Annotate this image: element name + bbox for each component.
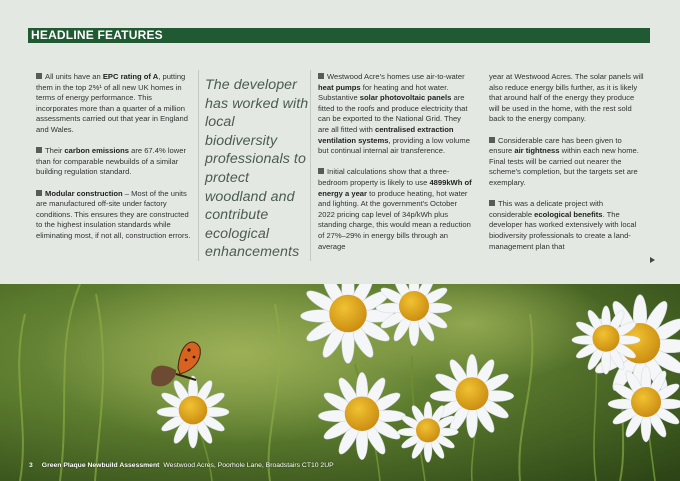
page-footer: [29, 462, 334, 469]
bold-text: air tightness: [514, 146, 560, 156]
meadow-illustration: [0, 284, 680, 481]
bold-text: ecological benefits: [534, 209, 603, 219]
column-divider: [198, 70, 199, 261]
square-bullet-icon: [318, 168, 324, 174]
text: – Most of the units are manufactured off-site under factory conditions. This ensures they are constructed to the highest insulation standards while eliminating most, if not all, construction errors.: [36, 188, 191, 240]
bold-text: Modular construction: [45, 188, 123, 198]
paragraph-energy-use: [318, 167, 473, 252]
text: . The developer has worked extensively with local biodiversity professionals to create a land-management plan that: [489, 209, 637, 251]
bold-text: carbon emissions: [64, 146, 129, 156]
square-bullet-icon: [36, 190, 42, 196]
text: , providing a low volume but continual internal air transference.: [318, 135, 470, 156]
footer-address: Westwood Acres, Poorhole Lane, Broadstairs CT10 2UP: [163, 462, 334, 469]
text: , putting them in the top 2%¹ of all new UK homes in terms of energy performance. This incorporates more than a quarter of a million assessments carried out that year in England and Wales.: [36, 72, 188, 134]
square-bullet-icon: [489, 200, 495, 206]
text: All units have an: [45, 72, 103, 81]
square-bullet-icon: [489, 137, 495, 143]
page-number: 3: [29, 462, 33, 469]
next-page-arrow-icon[interactable]: [650, 257, 655, 263]
bold-text: heat pumps: [318, 82, 361, 92]
square-bullet-icon: [36, 147, 42, 153]
text: Westwood Acre's homes use air-to-water: [327, 72, 465, 81]
text: Their: [45, 146, 65, 156]
paragraph-heat-pumps: [318, 72, 473, 157]
paragraph-epc-rating: [36, 72, 192, 136]
headline-bar: [28, 28, 650, 43]
bold-text: EPC rating of A: [102, 72, 159, 81]
pull-quote: The developer has worked with local biodiversity professionals to protect woodland and contribute ecological enhancements: [205, 77, 309, 261]
section-heading: HEADLINE FEATURES: [31, 28, 163, 42]
paragraph-ecological-benefits: [489, 199, 645, 252]
text: within each new home. Final tests will be carried out nearer the scheme's completion, but the targets set are exemplary.: [489, 146, 639, 187]
text: year at Westwood Acres. The solar panels will also reduce energy bills further, as it is likely that around half of the energy they produce will be used in the home, with the rest sold back to the energy company.: [489, 72, 644, 124]
column-divider: [310, 70, 311, 261]
column-3: [318, 72, 473, 263]
paragraph-solar-continued: [489, 72, 645, 125]
square-bullet-icon: [36, 73, 42, 79]
text: to produce heating, hot water and lighting. At the government's October 2022 pricing cap level of 34p/kWh plus standing charge, this would mean a reduction of 27%–29% in energy bills through an average: [318, 188, 471, 251]
paragraph-air-tightness: [489, 136, 645, 189]
paragraph-carbon-emissions: [36, 146, 192, 178]
paragraph-modular-construction: [36, 189, 192, 242]
text: Initial calculations show that a three-bedroom property is likely to use: [318, 167, 450, 187]
bold-text: solar photovoltaic panels: [359, 93, 452, 103]
meadow-photo: [0, 284, 680, 481]
text: Considerable care has been given to ensure: [489, 135, 622, 156]
column-4: [489, 72, 645, 263]
square-bullet-icon: [318, 73, 324, 79]
text: for heating and hot water. Substantive: [318, 82, 449, 103]
text: are fitted to the roofs and produce electricity that can be exported to the National Grid. They are all fitted with: [318, 93, 468, 134]
column-1: [36, 72, 192, 252]
text: This was a delicate project with considerable: [489, 199, 604, 219]
bold-text: 4899kWh of energy a year: [318, 177, 472, 198]
text: are 67.4% lower than for comparable newbuilds of a similar building regulation standard.: [36, 146, 186, 177]
footer-title: Green Plaque Newbuild Assessment: [41, 462, 160, 469]
bold-text: centralised extraction ventilation systems: [318, 124, 454, 145]
